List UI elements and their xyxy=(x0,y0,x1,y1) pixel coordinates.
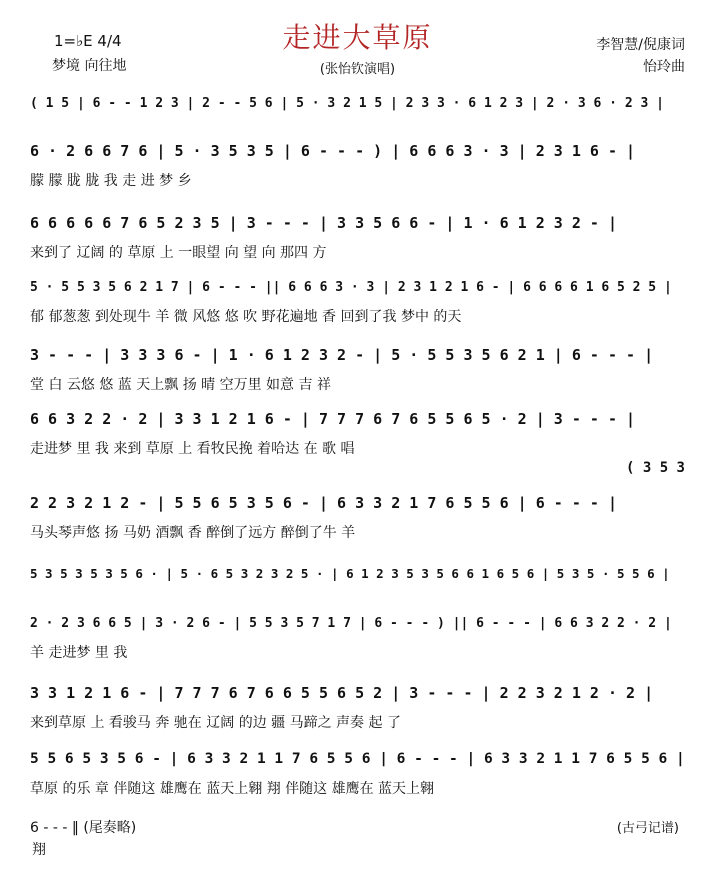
ending-lyric: 翔 xyxy=(32,842,46,858)
lyric-line: 郁 郁葱葱 到处现牛 羊 微 风悠 悠 吹 野花遍地 香 回到了我 梦中 的天 xyxy=(30,309,462,325)
lyric-line: 草原 的乐 章 伴随这 雄鹰在 蓝天上翱 翔 伴随这 雄鹰在 蓝天上翱 xyxy=(30,781,435,797)
notation-line: 6 6 6 6 6 7 6 5 2 3 5 | 3 - - - | 3 3 5 6 6 - | 1 · 6 1 2 3 2 - | xyxy=(30,214,617,232)
lyric-line: 羊 走进梦 里 我 xyxy=(30,645,128,661)
lyric-line: 马头琴声悠 扬 马奶 酒飘 香 醉倒了远方 醉倒了牛 羊 xyxy=(30,525,356,541)
lyric-line xyxy=(30,592,685,612)
interlude-mark: ( 3 5 3 xyxy=(625,460,685,476)
notation-line: 5 5 6 5 3 5 6 - | 6 3 3 2 1 1 7 6 5 5 6 | 6 - - - | 6 3 3 2 1 1 7 6 5 5 6 | xyxy=(30,751,685,767)
notation-line: ( 1 5 | 6 - - 1 2 3 | 2 - - 5 6 | 5 · 3 2 1 5 | 2 3 3 · 6 1 2 3 | 2 · 3 6 · 2 3 | xyxy=(30,95,664,111)
lyric-line: 堂 白 云悠 悠 蓝 天上飘 扬 晴 空万里 如意 吉 祥 xyxy=(30,377,331,393)
notation-line: 6 · 2 6 6 7 6 | 5 · 3 5 3 5 | 6 - - - ) | 6 6 6 3 · 3 | 2 3 1 6 - | xyxy=(30,142,636,160)
ending-notes: 6 - - - ‖ (尾奏略) xyxy=(30,820,137,836)
song-title: 走进大草原 xyxy=(282,21,433,54)
notation-line: 2 · 2 3 6 6 5 | 3 · 2 6 - | 5 5 3 5 7 1 7 | 6 - - - ) || 6 - - - | 6 6 3 2 2 · 2 | xyxy=(30,615,672,631)
lyricist-credit: 李智慧/倪康词 xyxy=(596,37,685,53)
key-signature: 1=♭E 4/4 xyxy=(54,32,122,50)
lyric-line: 朦 朦 胧 胧 我 走 进 梦 乡 xyxy=(30,173,192,189)
notation-line: 5 3 5 3 5 3 5 6 · | 5 · 6 5 3 2 3 2 5 · | 6 1 2 3 5 3 5 6 6 1 6 5 6 | 5 3 5 · 5 5 6 | xyxy=(30,565,670,581)
notation-line: 6 6 3 2 2 · 2 | 3 3 1 2 1 6 - | 7 7 7 6 7 6 5 5 6 5 · 2 | 3 - - - | xyxy=(30,410,636,428)
lyric-line: 走进梦 里 我 来到 草原 上 看牧民挽 着哈达 在 歌 唱 xyxy=(30,441,355,457)
lyric-line: 来到草原 上 看骏马 奔 驰在 辽阔 的边 疆 马蹄之 声奏 起 了 xyxy=(30,715,401,731)
notation-line: 2 2 3 2 1 2 - | 5 5 6 5 3 5 6 - | 6 3 3 2 1 7 6 5 5 6 | 6 - - - | xyxy=(30,494,617,512)
tempo-marking: 梦境 向往地 xyxy=(52,58,127,74)
notation-line: 3 - - - | 3 3 3 6 - | 1 · 6 1 2 3 2 - | 5 · 5 5 3 5 6 2 1 | 6 - - - | xyxy=(30,346,654,364)
notation-line: 5 · 5 5 3 5 6 2 1 7 | 6 - - - || 6 6 6 3 · 3 | 2 3 1 2 1 6 - | 6 6 6 6 1 6 5 2 5 | xyxy=(30,279,672,295)
transcriber-credit: (古弓记谱) xyxy=(616,821,679,836)
singer-credit: (张怡钦演唱) xyxy=(319,62,396,77)
lyric-line xyxy=(30,122,685,142)
notation-line: 3 3 1 2 1 6 - | 7 7 7 6 7 6 6 5 5 6 5 2 | 3 - - - | 2 2 3 2 1 2 · 2 | xyxy=(30,684,654,702)
composer-credit: 怡玲曲 xyxy=(643,59,685,75)
lyric-line: 来到了 辽阔 的 草原 上 一眼望 向 望 向 那四 方 xyxy=(30,245,327,261)
